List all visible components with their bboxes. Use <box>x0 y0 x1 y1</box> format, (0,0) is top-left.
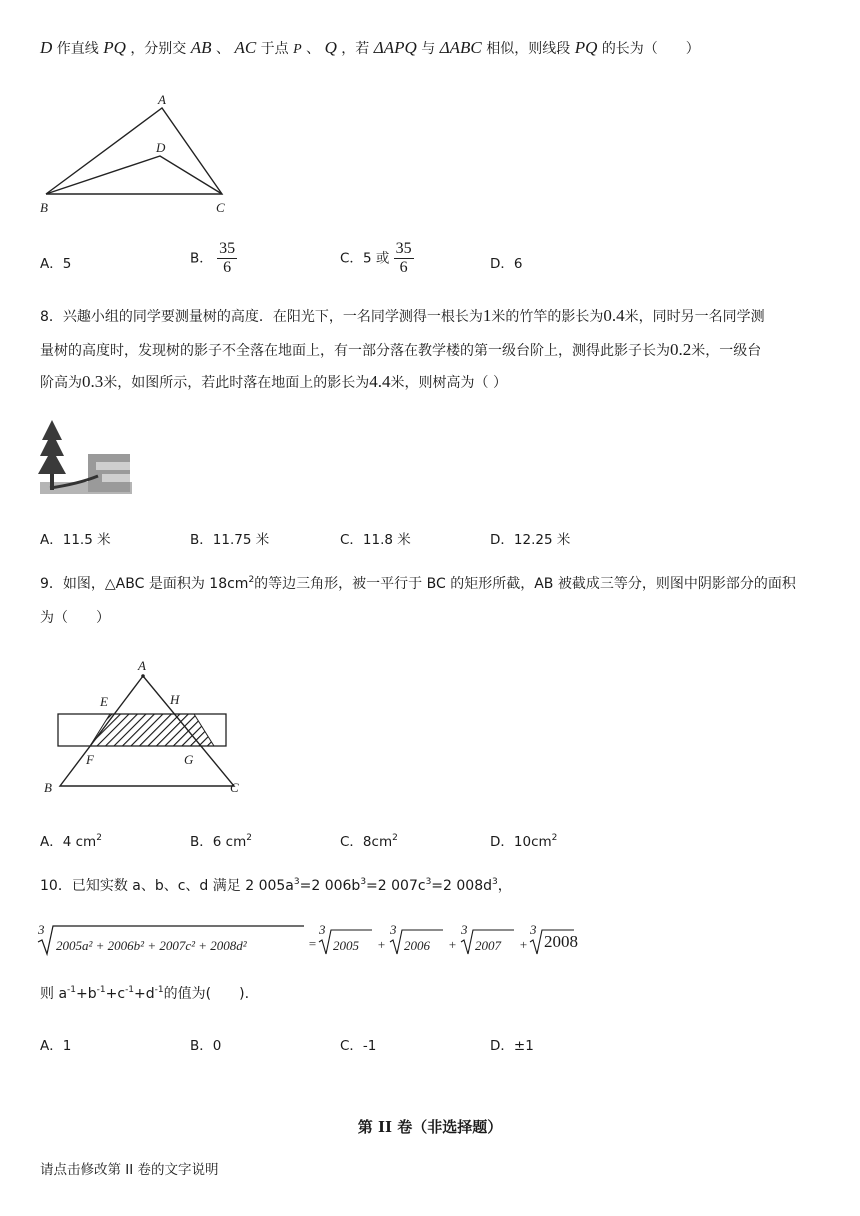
q9-option-c[interactable] <box>340 830 398 850</box>
shaded-region <box>90 714 214 746</box>
q10-formula <box>36 920 576 962</box>
option-label: D． <box>490 256 514 272</box>
option-text: B．6 cm <box>190 834 247 850</box>
superscript: 3 <box>425 877 432 887</box>
fraction <box>217 240 237 277</box>
triangle-abc-outline <box>46 108 222 194</box>
label-a: A <box>138 658 146 673</box>
option-value: 5 <box>62 256 72 272</box>
radical-index: 3 <box>461 922 468 937</box>
tree-icon <box>38 420 66 474</box>
tree-trunk <box>50 474 54 490</box>
label-g: G <box>184 752 194 767</box>
option-value: 5 或 <box>362 250 390 267</box>
radical-index: 3 <box>530 922 537 937</box>
radicand: 2005a² + 2006b² + 2007c² + 2008d² <box>56 938 247 953</box>
option-text: D．10cm <box>490 834 552 850</box>
superscript: -1 <box>96 985 106 995</box>
text: 米的竹竿的影长为 <box>491 309 604 325</box>
superscript: 2 <box>246 833 252 843</box>
text: 10．已知实数 a、b、c、d 满足 2 005a <box>40 878 294 894</box>
text: 阶高为 <box>40 375 82 391</box>
q8-tree-figure <box>38 418 138 498</box>
radicand-2008: 2008 <box>544 932 578 951</box>
text: ， <box>497 878 512 894</box>
radical-index: 3 <box>38 922 45 937</box>
value: 4.4 <box>369 372 391 391</box>
label-h: H <box>170 692 180 707</box>
q7-option-b[interactable] <box>190 240 237 277</box>
text: +d <box>134 986 155 1002</box>
vertex-a-dot <box>141 674 145 678</box>
segment-pq: PQ <box>574 38 598 57</box>
q9-option-a[interactable] <box>40 830 102 850</box>
stair-step <box>102 474 130 482</box>
label-c: C <box>230 780 239 795</box>
label-a: A <box>158 92 166 107</box>
text: 的值为( ). <box>163 986 250 1002</box>
q7-option-d[interactable] <box>490 252 523 272</box>
q8-stem-line-1 <box>40 306 765 327</box>
value: 1 <box>482 306 492 325</box>
text: ，分别交 <box>130 41 187 57</box>
point-p: P <box>293 42 302 57</box>
text: 的等边三角形，被一平行于 BC 的矩形所截，AB 被截成三等分，则图中阴影部分的面积 <box>254 576 796 592</box>
superscript: 2 <box>248 575 255 585</box>
q7-stem-line <box>40 38 700 60</box>
triangle-abc: ΔABC <box>439 38 482 57</box>
text: 9．如图，△ABC 是面积为 18cm <box>40 576 249 592</box>
radical-index: 3 <box>319 922 326 937</box>
superscript: 3 <box>360 877 367 887</box>
numerator: 35 <box>395 240 412 257</box>
option-label: C． <box>340 250 363 267</box>
text: 作直线 <box>56 41 99 57</box>
q9-stem-line-2: 为（ ） <box>40 610 110 626</box>
equals-sign: = <box>308 936 317 951</box>
q9-option-d[interactable] <box>490 830 557 850</box>
radical-index: 3 <box>390 922 397 937</box>
stairs <box>88 454 130 492</box>
text: 与 <box>421 41 436 57</box>
text: 、 <box>216 41 230 57</box>
value: 0.3 <box>82 372 104 391</box>
text: 、 <box>306 41 321 57</box>
text: 米，同时另一名同学测 <box>624 309 765 325</box>
denominator: 6 <box>399 259 408 276</box>
q10-option-b[interactable]: B．0 <box>190 1038 222 1054</box>
label-d: D <box>156 140 166 155</box>
text: =2 007c <box>366 878 426 894</box>
section-2-title: 第 II 卷（非选择题） <box>357 1118 503 1136</box>
q9-figure <box>40 658 250 798</box>
q10-stem-line-3 <box>40 984 249 1004</box>
text: 米，如图所示，若此时落在地面上的影长为 <box>103 375 370 391</box>
superscript: 2 <box>551 833 558 843</box>
denominator: 6 <box>223 259 232 276</box>
text: 于点 <box>260 41 289 57</box>
fraction <box>394 240 414 277</box>
plus-sign: + <box>377 937 386 952</box>
q8-option-c[interactable]: C．11.8 米 <box>340 532 411 548</box>
superscript: 3 <box>492 877 498 887</box>
text: +b <box>76 986 97 1002</box>
text: 的长为（ ） <box>601 41 700 57</box>
label-b: B <box>44 780 52 795</box>
text: +c <box>105 986 126 1002</box>
stair-step <box>96 462 130 470</box>
radicand: 2007 <box>475 938 501 953</box>
q8-stem-line-3 <box>40 372 507 393</box>
option-label: A． <box>40 256 63 272</box>
text: 米，则树高为（ ） <box>390 375 507 391</box>
q8-option-a[interactable]: A．11.5 米 <box>40 532 111 548</box>
q10-option-c[interactable]: C．-1 <box>340 1038 377 1054</box>
label-c: C <box>216 200 225 215</box>
superscript: 2 <box>392 833 398 843</box>
section-2-note[interactable]: 请点击修改第 II 卷的文字说明 <box>40 1162 219 1178</box>
superscript: -1 <box>125 985 135 995</box>
option-text: C．8cm <box>340 834 393 850</box>
radicand: 2005 <box>333 938 359 953</box>
q7-option-c[interactable] <box>340 240 414 277</box>
q10-stem-line-1 <box>40 876 512 896</box>
point-q: Q <box>324 38 337 57</box>
option-text: A．4 cm <box>40 834 97 850</box>
q8-option-b[interactable]: B．11.75 米 <box>190 532 270 548</box>
triangle-apq: ΔAPQ <box>373 38 417 57</box>
text: 8．兴趣小组的同学要测量树的高度．在阳光下，一名同学测得一根长为 <box>40 309 483 325</box>
label-e: E <box>100 694 108 709</box>
option-label: B． <box>190 250 213 267</box>
text: 相似，则线段 <box>486 41 571 57</box>
text: 则 a <box>40 986 68 1002</box>
value: 0.2 <box>670 340 692 359</box>
q10-option-a[interactable]: A．1 <box>40 1038 72 1054</box>
segment-ac: AC <box>234 38 257 57</box>
segment-pq: PQ <box>103 38 126 57</box>
text: 米，一级台 <box>691 343 762 359</box>
value: 0.4 <box>603 306 625 325</box>
q8-stem-line-2 <box>40 340 761 361</box>
text: =2 008d <box>431 878 492 894</box>
text: =2 006b <box>299 878 361 894</box>
superscript: -1 <box>154 985 164 995</box>
q7-option-a[interactable] <box>40 252 71 272</box>
label-f: F <box>86 752 94 767</box>
superscript: -1 <box>67 985 77 995</box>
text: ，若 <box>341 41 370 57</box>
q7-figure <box>36 90 246 220</box>
text: 量树的高度时，发现树的影子不全落在地面上，有一部分落在教学楼的第一级台阶上，测得此影子长为 <box>40 343 670 359</box>
q8-option-d[interactable]: D．12.25 米 <box>490 532 571 548</box>
numerator: 35 <box>219 240 236 257</box>
q9-option-b[interactable] <box>190 830 252 850</box>
plus-sign: + <box>448 937 457 952</box>
point-d: D <box>40 38 53 57</box>
q9-stem-line-1 <box>40 574 796 594</box>
superscript: 3 <box>293 877 300 887</box>
plus-sign: + <box>519 937 528 952</box>
superscript: 2 <box>96 833 102 843</box>
radicand: 2006 <box>404 938 430 953</box>
q10-option-d[interactable]: D．±1 <box>490 1038 534 1054</box>
segment-ab: AB <box>190 38 212 57</box>
option-value: 6 <box>513 256 523 272</box>
label-b: B <box>40 200 48 215</box>
